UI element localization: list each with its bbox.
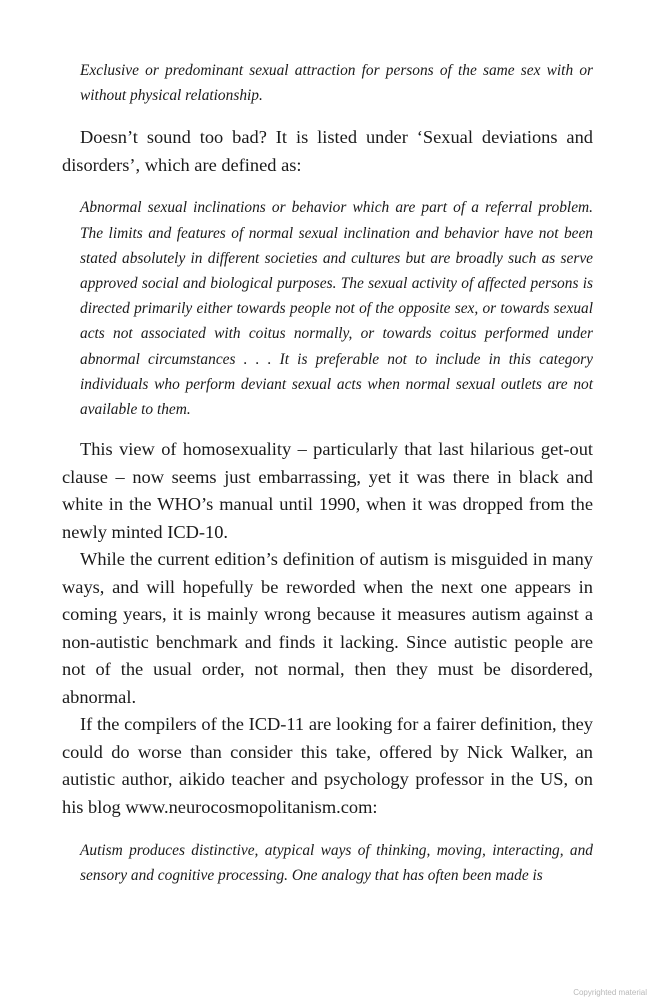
- quote-text: Exclusive or predominant sexual attraction for persons of the same sex with or without physical relationship.: [80, 62, 593, 105]
- block-quote-sexual-deviations-definition: [80, 195, 593, 422]
- quote-text: Abnormal sexual inclinations or behavior which are part of a referral problem. The limits and features of normal sexual inclination and behavior have not been stated absolutely in different societies and cultures but are broadly such as serve approved social and biological purposes. The sexual activity of affected persons is directed primarily either towards people not of the opposite sex, or towards sexual acts not associated with coitus normally, or towards coitus performed under abnormal circumstances . . . It is preferable not to include in this category individuals who perform deviant sexual acts when normal sexual outlets are not available to them.: [80, 199, 593, 419]
- body-paragraph-group: [62, 436, 593, 821]
- book-page: [62, 58, 593, 889]
- quote-text: Autism produces distinctive, atypical ways of thinking, moving, interacting, and sensory and cognitive processing. One analogy that has often been made is: [80, 842, 593, 885]
- body-paragraph: Doesn’t sound too bad? It is listed under ‘Sexual deviations and disorders’, which are defined as:: [62, 127, 593, 175]
- copyright-watermark: Copyrighted material: [573, 988, 647, 997]
- body-paragraph: This view of homosexuality – particularly that last hilarious get-out clause – now seems just embarrassing, yet it was there in black and white in the WHO’s manual until 1990, when it was dropped from the newly minted ICD-10.: [62, 439, 593, 542]
- body-paragraph-group: [62, 124, 593, 179]
- body-paragraph: While the current edition’s definition of autism is misguided in many ways, and will hopefully be reworded when the next one appears in coming years, it is mainly wrong because it measures autism against a non-autistic benchmark and finds it lacking. Since autistic people are not of the usual order, not normal, then they must be disordered, abnormal.: [62, 549, 593, 707]
- block-quote-autism-definition: [80, 838, 593, 888]
- block-quote-homosexuality-definition: [80, 58, 593, 108]
- body-paragraph: If the compilers of the ICD-11 are looking for a fairer definition, they could do worse than consider this take, offered by Nick Walker, an autistic author, aikido teacher and psychology professor in the US, on his blog www.neurocosmopolitanism.com:: [62, 714, 593, 817]
